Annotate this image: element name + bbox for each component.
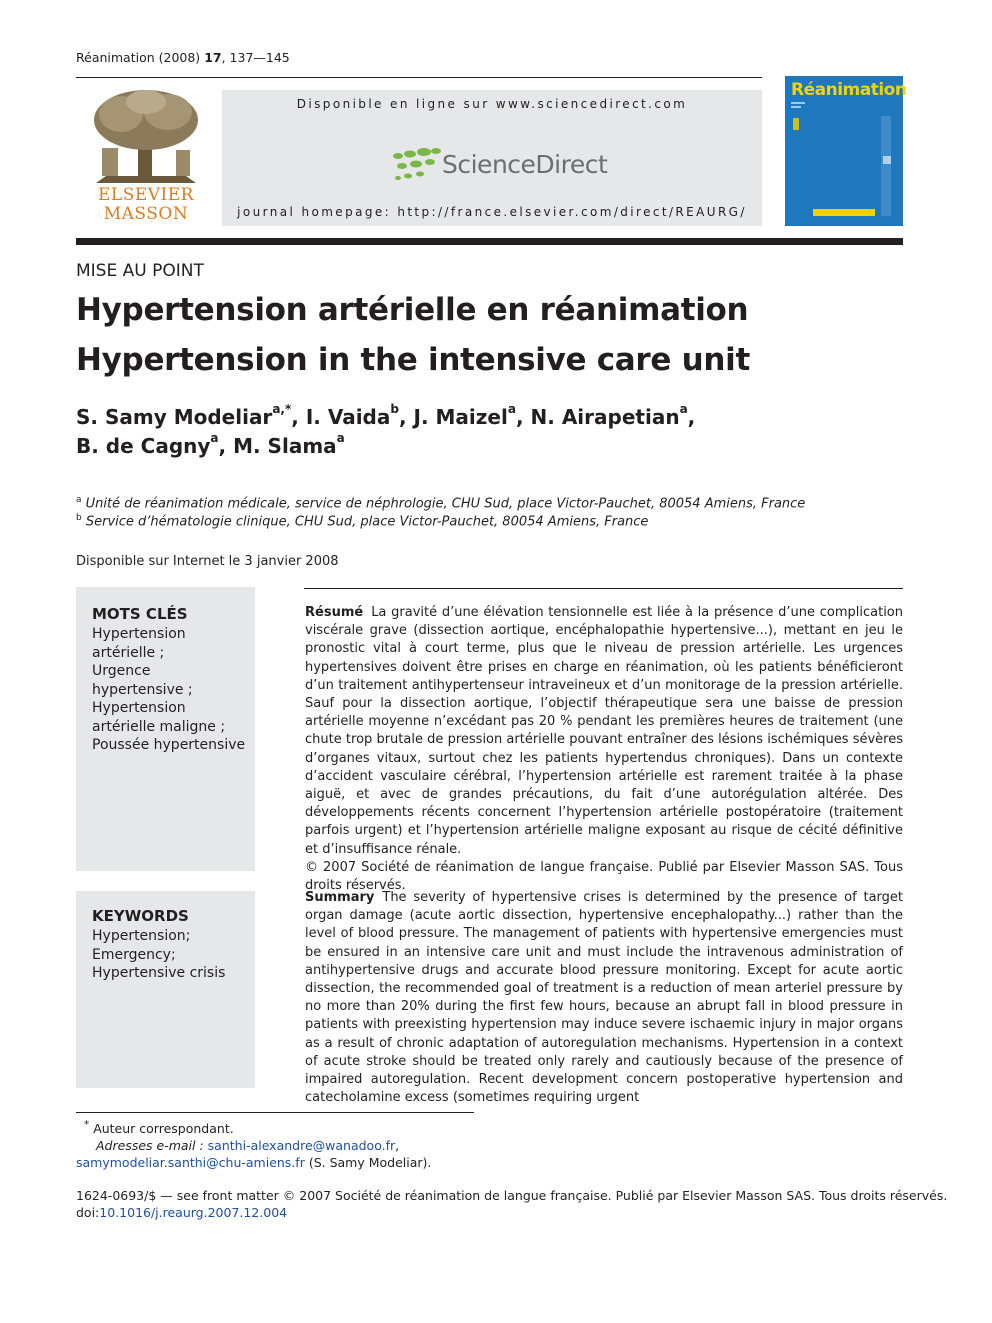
author-affiliation-marker[interactable]: a (210, 431, 219, 446)
tree-icon (76, 88, 216, 184)
affiliation-b: $^b$ Service d’hématologie clinique, CHU Sud, place Victor-Pauchet, 80054 Amiens, France (76, 513, 649, 530)
email-line-1: Adresses e-mail : santhi-alexandre@wanadoo.fr, (96, 1138, 400, 1154)
footnote (76, 1117, 431, 1171)
journal-ref-pages: , 137—145 (221, 50, 290, 65)
affiliation-a: $^a$ Unité de réanimation médicale, service de néphrologie, CHU Sud, place Victor-Pauchet, 80054 Amiens, France (76, 495, 806, 512)
author-affiliation-marker[interactable]: a (507, 402, 516, 417)
summary-section (305, 889, 903, 1106)
author-name: B. de Cagny (76, 434, 211, 458)
sciencedirect-logo[interactable] (390, 146, 608, 186)
keyword-item: Hypertension; (92, 928, 191, 944)
resume-copyright: © 2007 Société de réanimation de langue française. Publié par Elsevier Masson SAS. Tous droits réservés. (305, 859, 903, 894)
author-name: J. Maizel (413, 405, 508, 429)
email-line-2: samymodeliar.santhi@chu-amiens.fr (S. Samy Modeliar). (76, 1155, 432, 1171)
email-link-2[interactable]: samymodeliar.santhi@chu-amiens.fr (76, 1155, 305, 1171)
doi-line: doi:10.1016/j.reaurg.2007.12.004 (76, 1205, 288, 1220)
author-affiliation-marker[interactable]: a,* (272, 402, 292, 417)
author-name: I. Vaida (305, 405, 391, 429)
cover-title: Réanimation (791, 80, 907, 100)
author-affiliation-marker[interactable]: a (679, 402, 688, 417)
author-name: S. Samy Modeliar (76, 405, 273, 429)
logo-line-elsevier: ELSEVIER (98, 185, 194, 205)
journal-ref-volume: 17 (204, 50, 222, 65)
sciencedirect-wordmark: ScienceDirect (442, 150, 608, 179)
keyword-item: artérielle ; (92, 644, 165, 661)
abstract-rule (304, 588, 903, 589)
title-french: Hypertension artérielle en réanimation (76, 292, 749, 328)
top-rule (76, 77, 762, 78)
cover-accent-bar (813, 209, 875, 216)
journal-reference (76, 50, 290, 65)
sciencedirect-banner (222, 90, 762, 226)
doi-link[interactable]: 10.1016/j.reaurg.2007.12.004 (99, 1205, 288, 1220)
keywords-fr-heading: MOTS CLÉS (92, 605, 188, 623)
author-affiliation-marker[interactable]: b (390, 402, 399, 417)
sciencedirect-dots-icon (390, 146, 442, 186)
section-label: MISE AU POINT (76, 261, 204, 281)
keywords-en-box (76, 891, 255, 1088)
journal-homepage-text[interactable]: journal homepage: http://france.elsevier.com/direct/REAURG/ (237, 205, 747, 219)
keyword-item: Poussée hypertensive (92, 737, 246, 753)
logo-line-masson: MASSON (103, 204, 189, 224)
keyword-item: Hypertensive crisis (92, 965, 226, 981)
keyword-item: Hypertension (92, 700, 186, 716)
author-name: M. Slama (233, 434, 337, 458)
keyword-item: Emergency; (92, 946, 176, 963)
journal-cover (785, 76, 907, 226)
authors-line-2: B. de Cagny$^a$, M. Slama$^a$ (76, 431, 345, 458)
title-english: Hypertension in the intensive care unit (76, 342, 750, 378)
summary-label: Summary (305, 890, 375, 905)
keyword-item: Urgence (92, 663, 151, 679)
elsevier-masson-logo (76, 88, 216, 226)
resume-section (305, 604, 903, 895)
keywords-fr-box (76, 587, 255, 871)
author-affiliation-marker[interactable]: a (336, 431, 345, 446)
keywords-en-list (92, 927, 252, 983)
keywords-fr-list (92, 625, 252, 755)
keywords-en-heading: KEYWORDS (92, 907, 189, 925)
journal-ref-name: Réanimation (2008) (76, 50, 201, 65)
email-link-1[interactable]: santhi-alexandre@wanadoo.fr (207, 1138, 396, 1154)
keyword-item: hypertensive ; (92, 681, 193, 698)
keyword-item: artérielle maligne ; (92, 718, 226, 735)
authors-line-1: S. Samy Modeliar$^{a,*}$, I. Vaida$^b$, J. Maizel$^a$, N. Airapetian$^a$, (76, 402, 696, 429)
availability-date: Disponible sur Internet le 3 janvier 2008 (76, 554, 339, 569)
issn-line: 1624-0693/$ — see front matter © 2007 Société de réanimation de langue française. Publié par Elsevier Masson SAS. Tous droits réservés. (76, 1188, 948, 1203)
corresponding-line: * Auteur correspondant. (84, 1119, 234, 1137)
resume-text: La gravité d’une élévation tensionnelle est liée à la présence d’une complication viscérale grave (dissection aortique, encéphalopathie hypertensive...), mettant en jeu le pronostic vital à court terme, plus que le niveau de pression artérielle. Les urgences hypertensives doivent être prises en charge en réanimation, où les patients bénéficieront d’un traitement antihypertenseur intraveineux et d’un monitorage de la pression artérielle. Sauf pour la dissection aortique, l’objectif thérapeutique sera une baisse de pression artérielle moyenne n’excédant pas 20 % pendant les premières heures de traitement (une chute trop brutale de pression artérielle pouvant entraîner des lésions ischémiques sévères d’organes vitaux, surtout chez les patients hypertendus chroniques). Dans un contexte d’accident vasculaire cérébral, l’hypertension artérielle est rarement traitée à la phase aiguë, et avec de grandes précautions, du fait d’une autorégulation altérée. Des développements récents concernent l’hypertension artérielle postopératoire (traitement parfois urgent) et l’hypertension artérielle maligne exposant au risque de cécité définitive et d’insuffisance rénale. (305, 605, 903, 857)
front-matter (76, 1187, 947, 1221)
keyword-item: Hypertension (92, 626, 186, 642)
summary-text: The severity of hypertensive crises is determined by the presence of target organ damage (acute aortic dissection, hypertensive encephalopathy...) rather than the level of blood pressure. The management of patients with hypertensive emergencies must be ensured in an intensive care unit and must include the intravenous administration of antihypertensive drugs and accurate blood pressure monitoring. Except for acute aortic dissection, the recommended goal of treatment is a reduction of mean arteriel pressure by no more than 20% during the first few hours, because an abrupt fall in blood pressure in patients with preexisting hypertension may induce severe ischaemic injury in major organs as a result of chronic adaptation of autoregulation mechanisms. Hypertension in a context of acute stroke should be treated only rarely and cautiously because of the presence of impaired autoregulation. Recent development concern postoperative hypertension and catecholamine excess (sometimes requiring urgent (305, 890, 903, 1106)
available-online-text[interactable]: Disponible en ligne sur www.sciencedirect.com (296, 97, 688, 111)
cover-pattern-icon (785, 76, 903, 226)
author-name: N. Airapetian (530, 405, 680, 429)
footnote-rule (76, 1112, 474, 1113)
resume-label: Résumé (305, 605, 364, 620)
header-thick-rule (76, 238, 903, 245)
